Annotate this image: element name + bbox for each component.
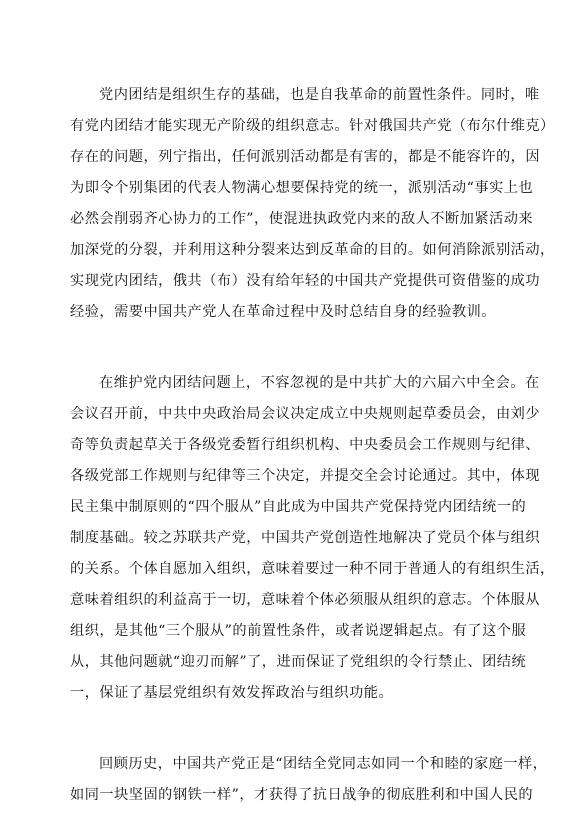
text-line: 有党内团结才能实现无产阶级的组织意志。针对俄国共产党（布尔什维克）	[70, 118, 555, 134]
paragraph-history-review	[70, 749, 548, 811]
paragraph-sixth-plenum	[70, 368, 555, 709]
text-line: 在维护党内团结问题上，不容忽视的是中共扩大的六届六中全会。在	[99, 375, 540, 391]
text-line: 奇等负责起草关于各级党委暂行组织机构、中央委员会工作规则与纪律、	[70, 437, 541, 453]
text-line: 必然会削弱齐心协力的工作”，使混进执政党内来的敌人不断加紧活动来	[70, 211, 534, 227]
text-line: 会议召开前，中共中央政治局会议决定成立中央规则起草委员会，由刘少	[70, 406, 541, 422]
paragraph-party-unity	[70, 80, 555, 328]
text-line: 各级党部工作规则与纪律等三个决定，并提交全会讨论通过。其中，体现	[70, 468, 541, 484]
text-line: 制度基础。较之苏联共产党，中国共产党创造性地解决了党员个体与组织	[70, 530, 541, 546]
text-line: 组织，是其他“三个服从”的前置性条件，或者说逻辑起点。有了这个服	[70, 623, 527, 639]
text-line: 存在的问题，列宁指出，任何派别活动都是有害的，都是不能容许的，因	[70, 149, 541, 165]
text-line: 回顾历史，中国共产党正是“团结全党同志如同一个和睦的家庭一样，	[99, 756, 548, 772]
text-line: 民主集中制原则的“四个服从”自此成为中国共产党保持党内团结统一的	[70, 499, 527, 515]
text-line: 加深党的分裂，并利用这种分裂来达到反革命的目的。如何消除派别活动，	[70, 242, 555, 258]
text-line: 经验，需要中国共产党人在革命过程中及时总结自身的经验教训。	[70, 304, 496, 320]
text-line: 实现党内团结，俄共（布）没有给年轻的中国共产党提供可资借鉴的成功	[70, 273, 541, 289]
text-line: 的关系。个体自愿加入组织，意味着要过一种不同于普通人的有组织生活，	[70, 561, 555, 577]
text-line: 党内团结是组织生存的基础，也是自我革命的前置性条件。同时，唯	[99, 87, 540, 103]
text-line: 为即令个别集团的代表人物满心想要保持党的统一，派别活动“事实上也	[70, 180, 534, 196]
text-line: 如同一块坚固的钢铁一样”，才获得了抗日战争的彻底胜利和中国人民的	[70, 787, 534, 803]
text-line: 从，其他问题就“迎刃而解”了，进而保证了党组织的令行禁止、团结统	[70, 654, 527, 670]
text-line: 意味着组织的利益高于一切，意味着个体必须服从组织的意志。个体服从	[70, 592, 541, 608]
text-line: 一，保证了基层党组织有效发挥政治与组织功能。	[70, 685, 394, 701]
